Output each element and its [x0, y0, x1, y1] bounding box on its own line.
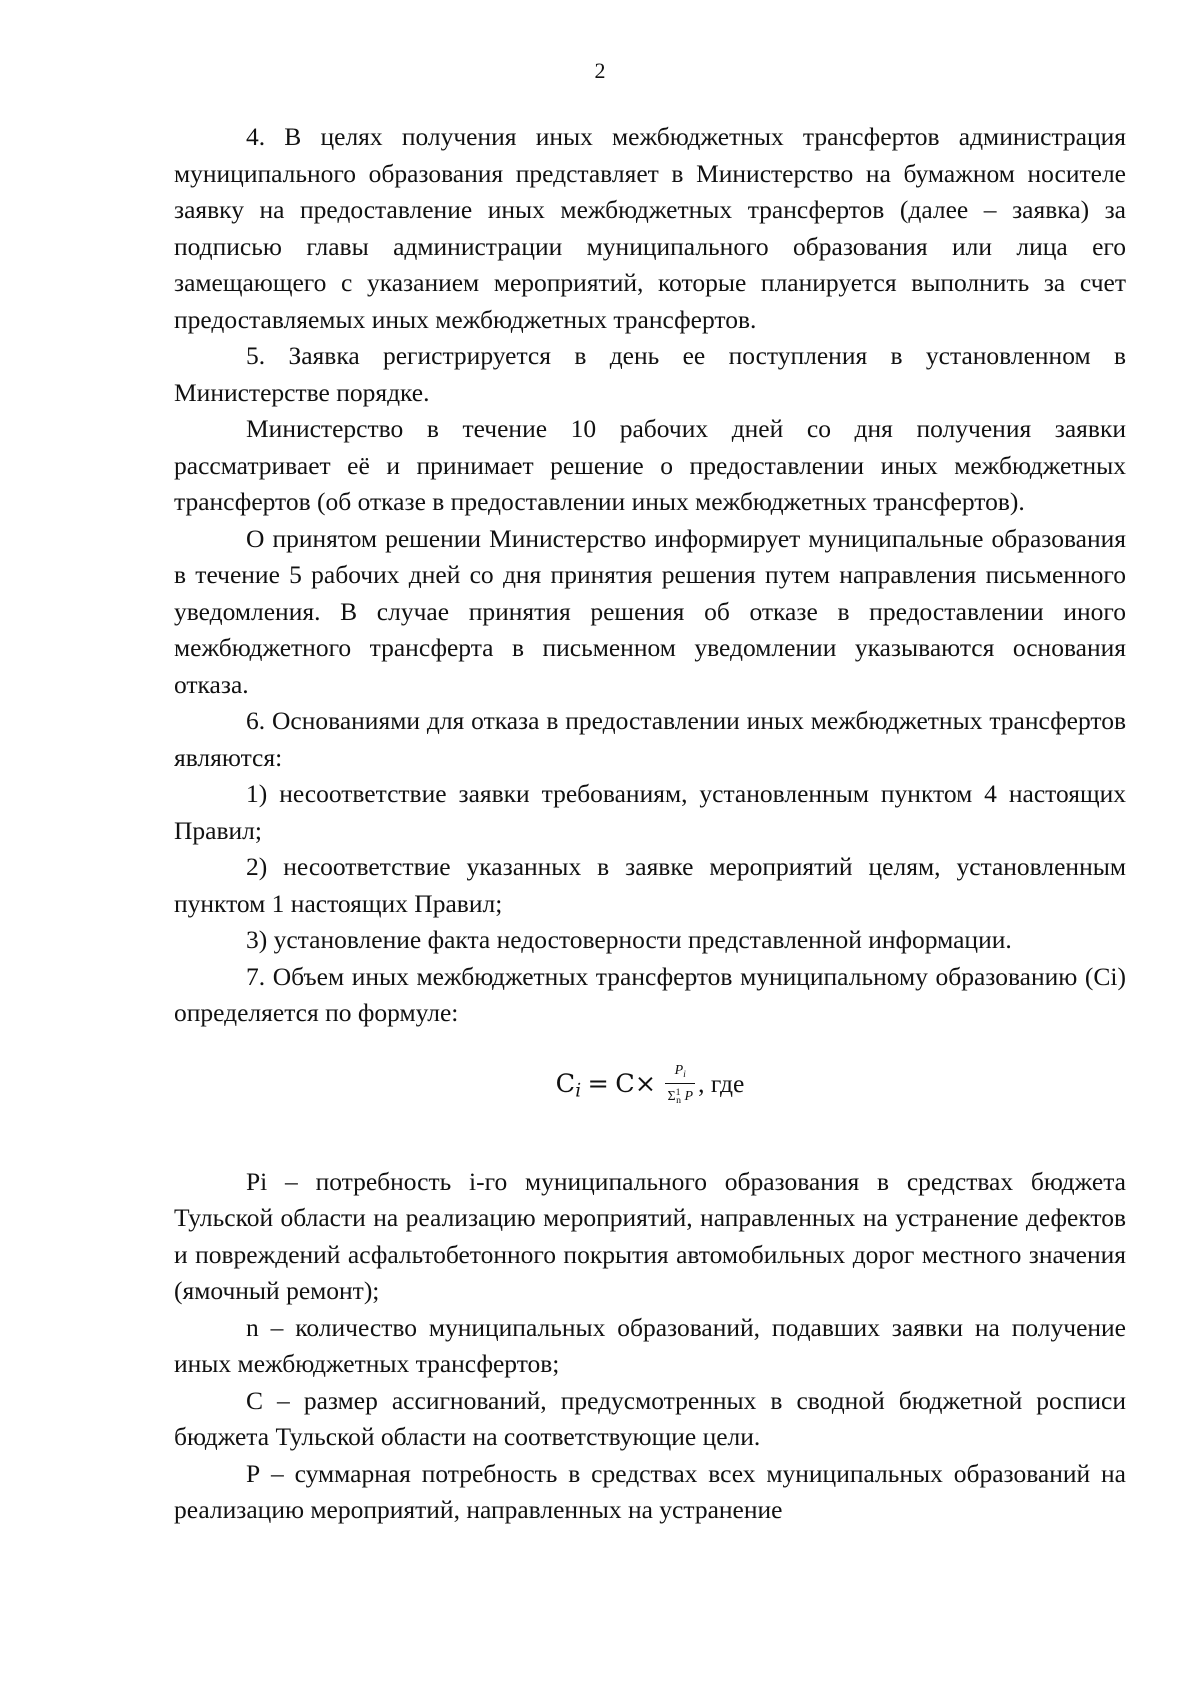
- formula-suffix: , где: [698, 1068, 745, 1098]
- definition-pi: Pi – потребность i-го муниципального образования в средствах бюджета Тульской области на реализацию мероприятий, направленных на устранение дефектов и повреждений асфальтобетонного покрытия автомобильных дорог местного значения (ямочный ремонт);: [174, 1166, 1126, 1305]
- formula-denominator: $\Sigma^1_n$ P: [667, 1087, 694, 1107]
- paragraph-6-refusal-grounds: 6. Основаниями для отказа в предоставлении иных межбюджетных трансфертов являются:: [174, 706, 1126, 772]
- formula-factor: С: [615, 1068, 635, 1099]
- formula-equals: =: [587, 1068, 609, 1099]
- formula-numerator: $P_i$: [665, 1062, 695, 1084]
- list-item-2: 2) несоответствие указанных в заявке мероприятий целям, установленным пунктом 1 настоящих Правил;: [174, 852, 1126, 918]
- list-item-1: 1) несоответствие заявки требованиям, установленным пунктом 4 настоящих Правил;: [174, 779, 1126, 845]
- page-number: 2: [594, 58, 606, 83]
- formula-fraction: [665, 1062, 695, 1109]
- paragraph-4-application: 4. В целях получения иных межбюджетных трансфертов администрация муниципального образования представляет в Министерство на бумажном носителе заявку на предоставление иных межбюджетных трансфертов (далее – заявка) за подписью главы администрации муниципального образования или лица его замещающего с указанием мероприятий, которые планируется выполнить за счет предоставляемых иных межбюджетных трансфертов.: [174, 122, 1126, 334]
- paragraph-7-volume: 7. Объем иных межбюджетных трансфертов муниципальному образованию (Сi) определяется по формуле:: [174, 961, 1126, 1027]
- paragraph-5-registration: 5. Заявка регистрируется в день ее поступления в установленном в Министерстве порядке.: [174, 341, 1126, 407]
- list-item-3: 3) установление факта недостоверности представленной информации.: [246, 925, 1012, 954]
- paragraph-ministry-review: Министерство в течение 10 рабочих дней со дня получения заявки рассматривает её и принимает решение о предоставлении иных межбюджетных трансфертов (об отказе в предоставлении иных межбюджетных трансфертов).: [174, 414, 1126, 516]
- definition-p: Р – суммарная потребность в средствах всех муниципальных образований на реализацию мероприятий, направленных на устранение: [174, 1458, 1126, 1524]
- definition-c: С – размер ассигнований, предусмотренных в сводной бюджетной росписи бюджета Тульской области на соответствующие цели.: [174, 1385, 1126, 1451]
- document-body: [174, 119, 1126, 1529]
- formula-lhs: Сi: [555, 1068, 582, 1102]
- definition-n: n – количество муниципальных образований, подавших заявки на получение иных межбюджетных трансфертов;: [174, 1312, 1126, 1378]
- formula-times: ×: [634, 1068, 657, 1099]
- formula: [174, 1054, 1126, 1114]
- paragraph-decision-notice: О принятом решении Министерство информирует муниципальные образования в течение 5 рабочих дней со дня принятия решения путем направления письменного уведомления. В случае принятия решения об отказе в предоставлении иного межбюджетного трансферта в письменном уведомлении указываются основания отказа.: [174, 523, 1126, 699]
